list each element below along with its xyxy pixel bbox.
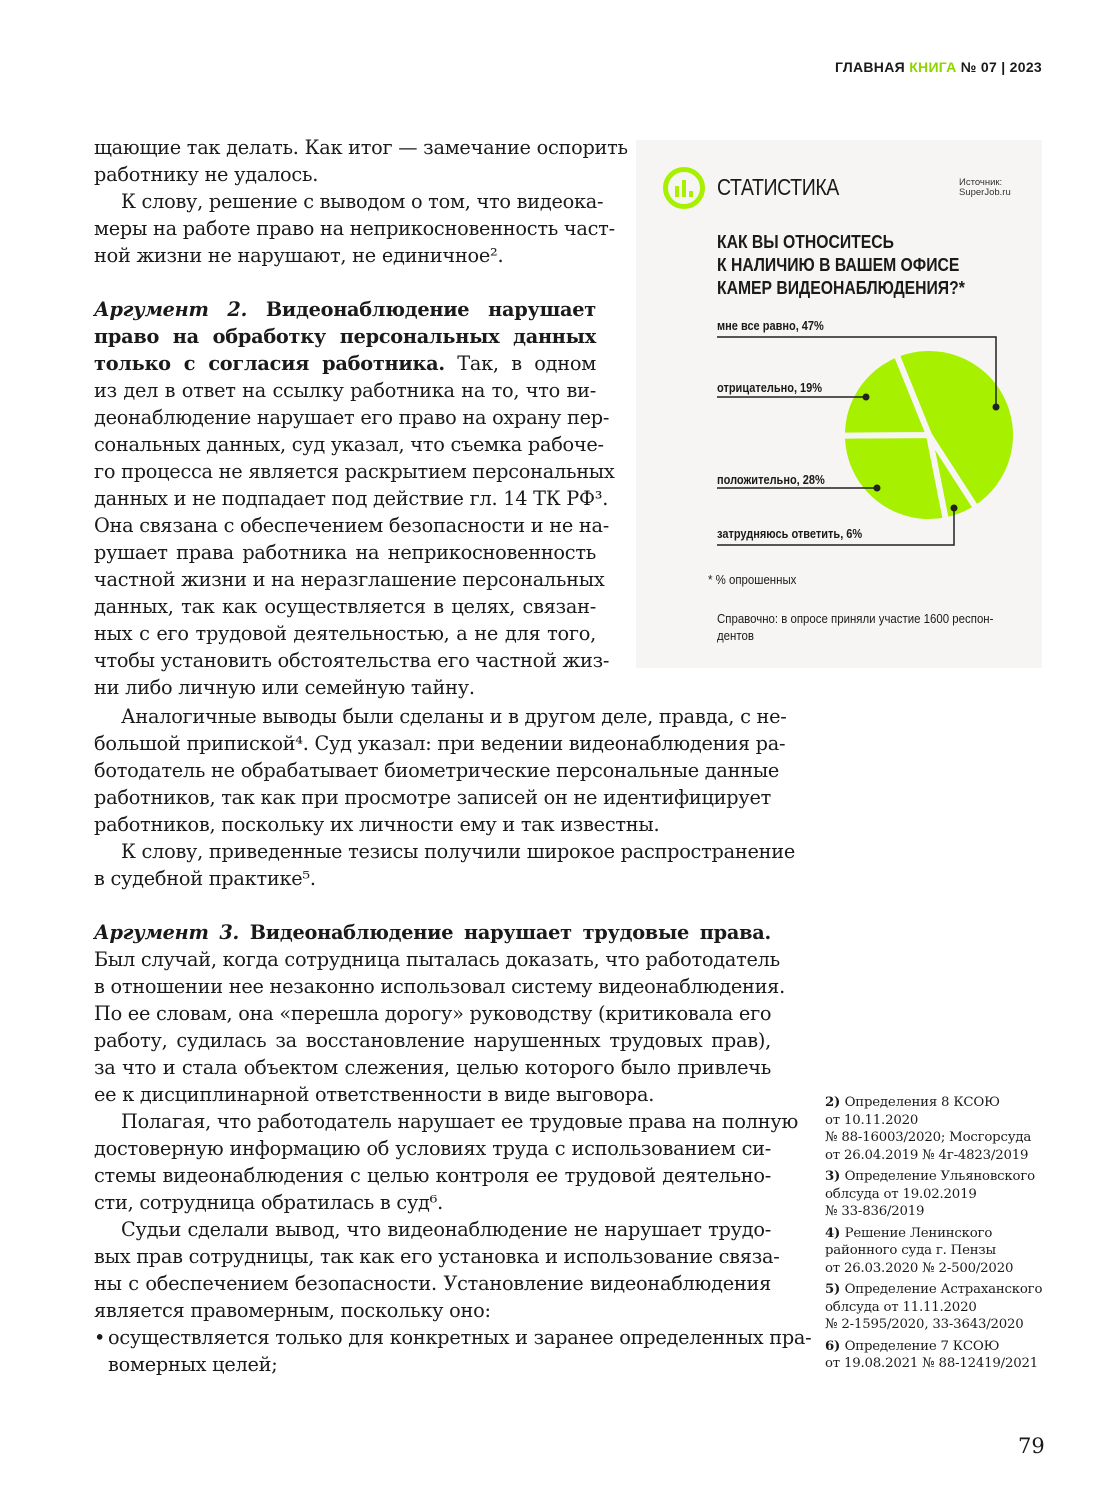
footnote-line: [825, 1260, 1055, 1278]
leader-dot: [951, 505, 958, 512]
text-segment: По ее словам, она «перешла дорогу» руководству (критиковала его: [94, 1002, 772, 1025]
issue-number: № 07 | 2023: [960, 59, 1042, 75]
footnote-number: 5): [825, 1282, 845, 1297]
section-title: СТАТИСТИКА: [717, 174, 839, 200]
text-line: [94, 1270, 771, 1297]
text-segment: щающие так делать. Как итог — замечание оспорить: [94, 136, 628, 159]
text-line: [94, 757, 780, 784]
text-segment: ной жизни не нарушают, не единичное².: [94, 244, 504, 267]
footnote-text: Решение Ленинского: [844, 1225, 993, 1241]
text-line: [94, 1351, 771, 1378]
footnotes: [825, 1094, 1055, 1377]
text-segment: ее к дисциплинарной ответственности в виде выговора.: [94, 1083, 655, 1106]
text-segment: из дел в ответ на ссылку работника на то, что ви-: [94, 379, 596, 402]
footnote-line: [825, 1281, 1055, 1299]
question-line: КАК ВЫ ОТНОСИТЕСЬ: [717, 231, 894, 252]
text-line: [94, 1135, 771, 1162]
text-line: [94, 566, 605, 593]
brand-main: ГЛАВНАЯ: [834, 59, 905, 75]
question-line: К НАЛИЧИЮ В ВАШЕМ ОФИСЕ: [717, 254, 960, 275]
text-segment: в отношении нее незаконно использовал систему видеонаблюдения.: [94, 975, 785, 998]
text-segment: меры на работе право на неприкосновенность част-: [94, 217, 615, 240]
page-number: 79: [1018, 1434, 1045, 1458]
text-line: [94, 703, 787, 730]
leader-dot: [874, 485, 881, 492]
paragraph-gap: [94, 892, 771, 919]
text-segment: го процесса не является раскрытием персональных: [94, 460, 615, 483]
text-segment: Аналогичные выводы были сделаны и в другом деле, правда, с не-: [121, 705, 787, 728]
text-line: [94, 1108, 799, 1135]
text-segment: работу, судилась за восстановление нарушенных трудовых прав),: [94, 1029, 771, 1052]
footnote-line: [825, 1316, 1055, 1334]
footnote-line: [825, 1299, 1055, 1317]
footnote-text: от 10.11.2020: [825, 1112, 919, 1128]
text-segment: ных с его трудовой деятельностью, а не для того,: [94, 622, 596, 645]
text-line: [94, 512, 610, 539]
footnote-text: № 33-836/2019: [825, 1204, 925, 1219]
question-line: КАМЕР ВИДЕОНАБЛЮДЕНИЯ?*: [717, 277, 965, 298]
running-header: [835, 59, 1042, 75]
label-indifferent: мне все равно, 47%: [717, 319, 824, 333]
text-line: [94, 674, 596, 701]
chart-footnote: * % опрошенных: [708, 572, 797, 587]
footnote-number: 2): [825, 1095, 845, 1110]
text-line: [94, 1054, 771, 1081]
footnote-line: [825, 1338, 1055, 1356]
text-line: [94, 458, 615, 485]
footnote-text: от 26.04.2019 № 4г-4823/2019: [825, 1147, 1029, 1163]
emphasis-text: право на обработку персональных данных: [94, 325, 596, 348]
footnote-line: [825, 1168, 1055, 1186]
text-segment: ны с обеспечением безопасности. Установление видеонаблюдения: [94, 1272, 771, 1295]
text-line: [94, 1027, 771, 1054]
text-line: [94, 838, 795, 865]
footnote-line: [825, 1186, 1055, 1204]
text-line: [94, 188, 604, 215]
text-line: [94, 1297, 771, 1324]
footnote-item: [825, 1225, 1055, 1278]
footnote-text: № 88-16003/2020; Мосгорсуда: [825, 1130, 1032, 1145]
text-segment: частной жизни и на неразглашение персональных: [94, 568, 605, 591]
emphasis-text: Видеонаблюдение нарушает: [247, 298, 596, 321]
footnote-number: 3): [825, 1169, 845, 1184]
text-segment: работнику не удалось.: [94, 163, 319, 186]
text-segment: данных, так как осуществляется в целях, связан-: [94, 595, 596, 618]
footnote-item: [825, 1094, 1055, 1164]
text-line: [94, 215, 615, 242]
text-line: [94, 946, 780, 973]
text-segment: Полагая, что работодатель нарушает ее трудовые права на полную: [121, 1110, 799, 1133]
text-line: [94, 1243, 780, 1270]
leader-dot: [993, 404, 1000, 411]
text-segment: чтобы установить обстоятельства его частной жиз-: [94, 649, 610, 672]
text-segment: вомерных целей;: [108, 1353, 278, 1376]
footnote-text: Определение 7 КСОЮ: [844, 1338, 1000, 1354]
label-negative: отрицательно, 19%: [717, 381, 823, 395]
text-line: [94, 404, 610, 431]
text-segment: в судебной практике⁵.: [94, 867, 316, 890]
text-line: [94, 485, 609, 512]
text-line: [94, 620, 596, 647]
text-line: [94, 730, 786, 757]
text-segment: Так, в одном: [444, 352, 596, 375]
text-line: [94, 350, 596, 377]
emphasis-text: Видеонаблюдение нарушает трудовые права.: [239, 921, 771, 944]
text-segment: большой припиской⁴. Суд указал: при ведении видеонаблюдения ра-: [94, 732, 786, 755]
text-line: [94, 323, 596, 350]
label-undecided: затрудняюсь ответить, 6%: [717, 527, 863, 541]
reference-note: Справочно: в опросе приняли участие 1600 респон- дентов: [717, 611, 994, 643]
footnote-text: № 2-1595/2020, 33-3643/2020: [825, 1317, 1024, 1332]
text-segment: вых прав сотрудницы, так как его установка и использование связа-: [94, 1245, 780, 1268]
text-segment: К слову, приведенные тезисы получили широкое распространение: [121, 840, 795, 863]
footnote-number: 6): [825, 1338, 845, 1354]
text-segment: ни либо личную или семейную тайну.: [94, 676, 475, 699]
text-segment: данных и не подпадает под действие гл. 14 ТК РФ³.: [94, 487, 609, 510]
footnote-item: [825, 1281, 1055, 1334]
footnote-line: [825, 1225, 1055, 1243]
body-text-wide: [94, 703, 812, 1378]
text-line: [94, 784, 771, 811]
text-segment: ботодатель не обрабатывает биометрические персональные данные: [94, 759, 780, 782]
footnote-line: [825, 1147, 1055, 1165]
text-line: [94, 1000, 771, 1027]
footnote-line: [825, 1203, 1055, 1221]
text-line: [94, 593, 596, 620]
text-segment: Она связана с обеспечением безопасности и не на-: [94, 514, 610, 537]
statistics-box: [636, 140, 1042, 668]
text-segment: Был случай, когда сотрудница пыталась доказать, что работодатель: [94, 948, 780, 971]
text-line: [94, 1162, 771, 1189]
footnote-line: [825, 1355, 1055, 1373]
text-line: [94, 919, 771, 946]
text-line: [94, 973, 785, 1000]
text-segment: стемы видеонаблюдения с целью контроля ее трудовой деятельно-: [94, 1164, 771, 1187]
emphasis-text: Аргумент 2.: [94, 298, 248, 321]
label-positive: положительно, 28%: [717, 473, 825, 487]
text-line: [94, 296, 596, 323]
footnote-text: от 19.08.2021 № 88-12419/2021: [825, 1356, 1038, 1371]
text-line: [94, 161, 596, 188]
footnote-text: районного суда г. Пензы: [825, 1243, 996, 1258]
text-segment: сти, сотрудница обратилась в суд⁶.: [94, 1191, 444, 1214]
footnote-text: Определение Ульяновского: [844, 1169, 1035, 1184]
source-value: SuperJob.ru: [959, 187, 1011, 198]
text-line: [94, 431, 604, 458]
text-line: [94, 647, 610, 674]
text-segment: работников, так как при просмотре записей он не идентифицирует: [94, 786, 772, 809]
footnote-line: [825, 1129, 1055, 1147]
emphasis-text: Аргумент 3.: [94, 921, 239, 944]
footnote-number: 4): [825, 1225, 845, 1241]
text-segment: сональных данных, суд указал, что съемка рабоче-: [94, 433, 604, 456]
text-segment: деонаблюдение нарушает его право на охрану пер-: [94, 406, 610, 429]
text-line: [94, 1216, 771, 1243]
text-line: [94, 242, 596, 269]
text-line: [94, 811, 771, 838]
footnote-text: Определение Астраханского: [844, 1282, 1043, 1297]
text-line: [94, 865, 771, 892]
paragraph-gap: [94, 269, 596, 296]
emphasis-text: только с согласия работника.: [94, 352, 445, 375]
text-segment: осуществляется только для конкретных и заранее определенных пра-: [108, 1326, 812, 1349]
source-label: Источник:: [959, 177, 1003, 188]
body-text-narrow: [94, 134, 628, 701]
footnote-item: [825, 1338, 1055, 1373]
text-line: [94, 539, 596, 566]
footnote-line: [825, 1112, 1055, 1130]
text-line: [94, 134, 628, 161]
footnote-line: [825, 1242, 1055, 1260]
leader-dot: [863, 394, 870, 401]
text-segment: рушает права работника на неприкосновенность: [94, 541, 596, 564]
brand-accent: КНИГА: [909, 59, 957, 75]
text-segment: К слову, решение с выводом о том, что видеока-: [121, 190, 604, 213]
pie-slice: [842, 435, 946, 522]
text-segment: за что и стала объектом слежения, целью которого было привлечь: [94, 1056, 771, 1079]
pie-chart: [636, 140, 1042, 668]
footnote-line: [825, 1094, 1055, 1112]
text-segment: Судьи сделали вывод, что видеонаблюдение не нарушает трудо-: [121, 1218, 771, 1241]
footnote-text: облсуда от 11.11.2020: [825, 1299, 977, 1315]
text-segment: работников, поскольку их личности ему и так известны.: [94, 813, 660, 836]
text-line: [94, 1081, 771, 1108]
footnote-text: облсуда от 19.02.2019: [825, 1186, 977, 1202]
footnote-text: Определения 8 КСОЮ: [844, 1095, 1000, 1110]
bullet-item: [94, 1324, 812, 1351]
text-segment: достоверную информацию об условиях труда с использованием си-: [94, 1137, 771, 1160]
text-line: [94, 377, 596, 404]
footnote-text: от 26.03.2020 № 2-500/2020: [825, 1260, 1014, 1276]
text-line: [94, 1189, 771, 1216]
text-segment: является правомерным, поскольку оно:: [94, 1299, 491, 1322]
footnote-item: [825, 1168, 1055, 1221]
